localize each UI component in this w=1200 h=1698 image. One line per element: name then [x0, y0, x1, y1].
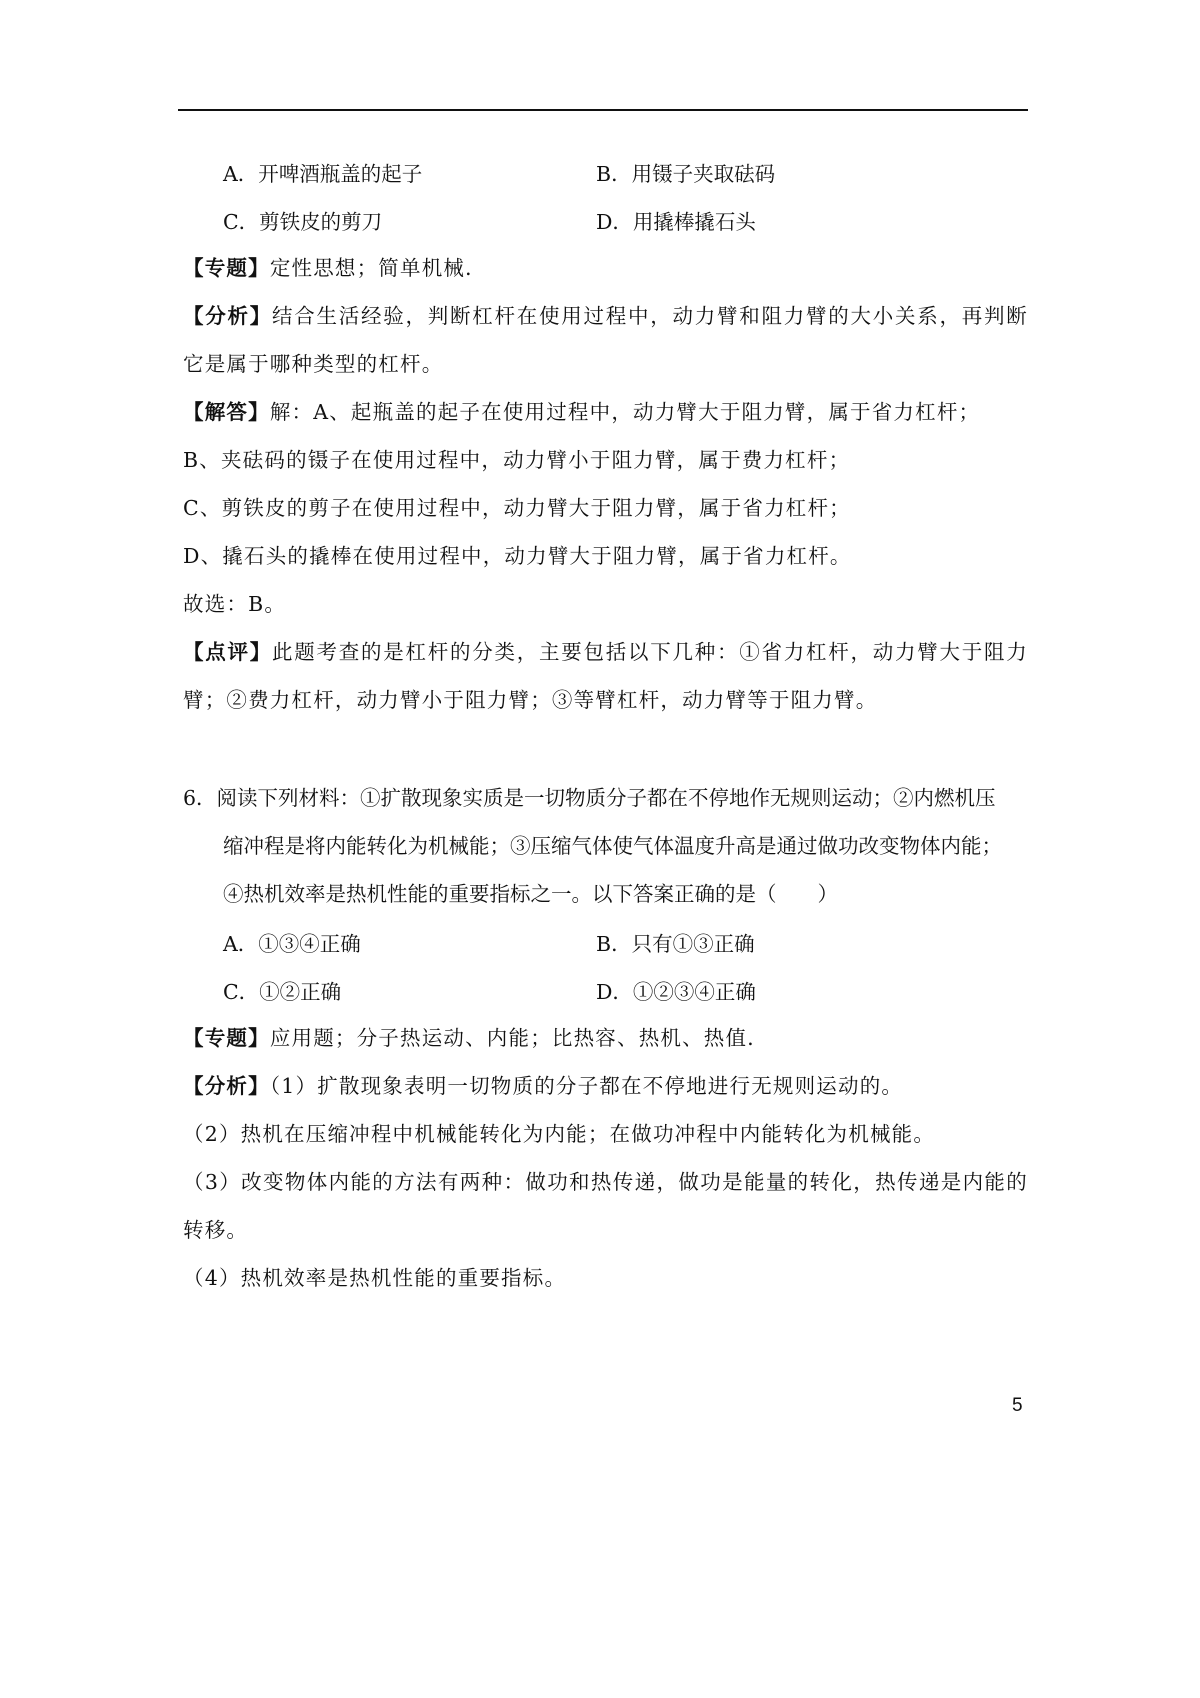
q6-analysis [183, 1062, 1028, 1110]
header-rule [178, 109, 1028, 111]
page-number: 5 [1012, 1395, 1023, 1416]
q6-topic [183, 1014, 1028, 1062]
q5-analysis-tag: 【分析】 [183, 304, 273, 328]
q5-answer-text: 解：A、起瓶盖的起子在使用过程中，动力臂大于阻力臂，属于省力杠杆； [269, 400, 981, 424]
q6-option-b: B．只有①③正确 [596, 932, 755, 956]
q5-analysis [183, 292, 1028, 388]
q5-answer [183, 388, 1028, 436]
q5-topic-tag: 【专题】 [183, 256, 270, 280]
q5-options-row-2 [183, 196, 1028, 244]
q6-options-row-2 [183, 966, 1028, 1014]
q6-analysis-text: （1）扩散现象表明一切物质的分子都在不停地进行无规则运动的。 [269, 1074, 904, 1098]
q5-analysis-text: 结合生活经验，判断杠杆在使用过程中，动力臂和阻力臂的大小关系，再判断它是属于哪种类型的杠杆。 [183, 304, 1028, 376]
q6-stem-line-2: 缩冲程是将内能转化为机械能；③压缩气体使气体温度升高是通过做功改变物体内能； [223, 834, 1002, 858]
section-spacer [183, 724, 1028, 774]
q5-comment-tag: 【点评】 [183, 640, 273, 664]
q6-analysis-line-2: （2）热机在压缩冲程中机械能转化为内能；在做功冲程中内能转化为机械能。 [183, 1122, 936, 1146]
q6-option-c: C．①②正确 [223, 980, 342, 1004]
q5-answer-line-d: D、撬石头的撬棒在使用过程中，动力臂大于阻力臂，属于省力杠杆。 [183, 544, 852, 568]
q6-analysis-line-3: （3）改变物体内能的方法有两种：做功和热传递，做功是能量的转化，热传递是内能的转移。 [183, 1170, 1028, 1242]
q5-option-d: D．用撬棒撬石头 [596, 210, 756, 234]
q6-stem [183, 774, 1028, 918]
q6-topic-tag: 【专题】 [183, 1026, 270, 1050]
q5-answer-line-b: B、夹砝码的镊子在使用过程中，动力臂小于阻力臂，属于费力杠杆； [183, 448, 851, 472]
q6-topic-text: 应用题；分子热运动、内能；比热容、热机、热值． [269, 1026, 769, 1050]
q6-options-row-1 [183, 918, 1028, 966]
q5-comment-text: 此题考查的是杠杆的分类，主要包括以下几种：①省力杠杆，动力臂大于阻力臂；②费力杠杆，动力臂小于阻力臂；③等臂杠杆，动力臂等于阻力臂。 [183, 640, 1028, 712]
q5-topic [183, 244, 1028, 292]
q6-stem-line-1: 6．阅读下列材料：①扩散现象实质是一切物质分子都在不停地作无规则运动；②内燃机压 [183, 786, 996, 810]
q5-topic-text: 定性思想；简单机械． [269, 256, 487, 280]
q5-options-row-1 [183, 148, 1028, 196]
q5-answer-choice: 故选：B。 [183, 592, 287, 616]
q5-option-a: A．开啤酒瓶盖的起子 [223, 162, 423, 186]
q5-option-b: B．用镊子夹取砝码 [596, 162, 776, 186]
q6-stem-line-3: ④热机效率是热机性能的重要指标之一。以下答案正确的是（ ） [223, 882, 838, 906]
q5-answer-line-c: C、剪铁皮的剪子在使用过程中，动力臂大于阻力臂，属于省力杠杆； [183, 496, 851, 520]
q6-option-a: A．①③④正确 [223, 932, 361, 956]
q5-answer-tag: 【解答】 [183, 400, 270, 424]
q5-comment [183, 628, 1028, 724]
page-content [183, 148, 1028, 1302]
q6-analysis-line-4: （4）热机效率是热机性能的重要指标。 [183, 1266, 567, 1290]
q6-option-d: D．①②③④正确 [596, 980, 756, 1004]
q5-option-c: C．剪铁皮的剪刀 [223, 210, 383, 234]
q6-analysis-tag: 【分析】 [183, 1074, 270, 1098]
